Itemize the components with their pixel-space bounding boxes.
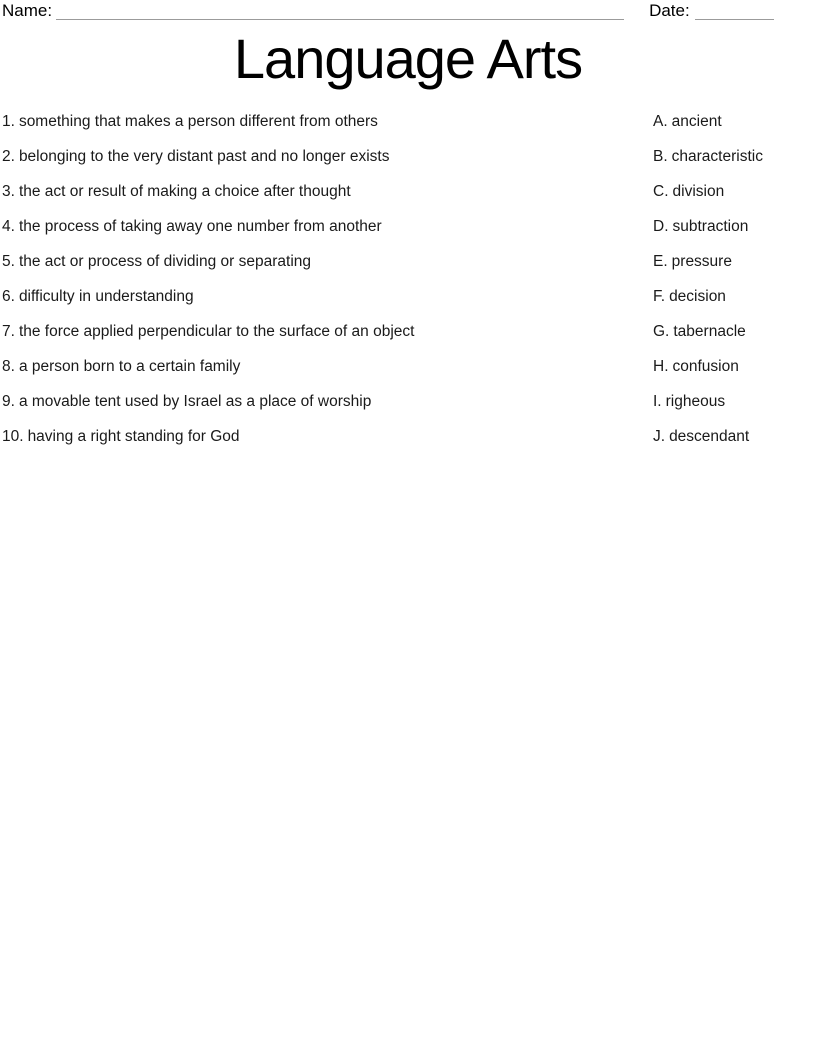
answer-text: division — [672, 183, 725, 200]
answer-text: subtraction — [672, 218, 749, 235]
question-text: the act or process of dividing or separating — [18, 253, 312, 270]
answer-item — [653, 323, 816, 341]
answer-text: pressure — [671, 253, 732, 270]
question-number: 6. — [2, 288, 15, 305]
answer-letter: D. — [653, 218, 669, 235]
answer-letter: B. — [653, 148, 668, 165]
question-number: 10. — [2, 428, 24, 445]
name-label: Name: — [2, 1, 53, 20]
question-item — [2, 218, 653, 236]
question-item — [2, 323, 653, 341]
question-number: 7. — [2, 323, 15, 340]
answer-text: characteristic — [671, 148, 763, 165]
question-text: difficulty in understanding — [18, 288, 194, 305]
question-number: 1. — [2, 113, 15, 130]
question-item — [2, 428, 653, 446]
answer-text: descendant — [669, 428, 750, 445]
answer-text: tabernacle — [673, 323, 746, 340]
question-text: the act or result of making a choice after thought — [18, 183, 351, 200]
question-number: 2. — [2, 148, 15, 165]
answer-letter: I. — [653, 393, 662, 410]
question-number: 8. — [2, 358, 15, 375]
questions-list — [2, 113, 653, 463]
answer-item — [653, 288, 816, 306]
answer-letter: F. — [653, 288, 666, 305]
question-number: 9. — [2, 393, 15, 410]
question-item — [2, 113, 653, 131]
answer-text: righeous — [665, 393, 726, 410]
answer-letter: A. — [653, 113, 668, 130]
answer-text: decision — [669, 288, 726, 305]
answer-item — [653, 428, 816, 446]
date-label: Date: — [649, 1, 690, 20]
answer-letter: G. — [653, 323, 670, 340]
question-text: the force applied perpendicular to the surface of an object — [18, 323, 415, 340]
question-text: belonging to the very distant past and no longer exists — [18, 148, 390, 165]
answers-list — [653, 113, 816, 463]
answer-item — [653, 183, 816, 201]
question-item — [2, 183, 653, 201]
answer-item — [653, 218, 816, 236]
question-item — [2, 358, 653, 376]
answer-letter: C. — [653, 183, 669, 200]
question-text: a person born to a certain family — [18, 358, 241, 375]
question-text: having a right standing for God — [27, 428, 240, 445]
matching-section — [0, 113, 816, 463]
question-text: a movable tent used by Israel as a place of worship — [18, 393, 372, 410]
question-number: 4. — [2, 218, 15, 235]
question-item — [2, 393, 653, 411]
worksheet-title: Language Arts — [233, 27, 583, 90]
answer-item — [653, 148, 816, 166]
question-item — [2, 148, 653, 166]
answer-item — [653, 113, 816, 131]
question-item — [2, 253, 653, 271]
answer-text: ancient — [671, 113, 722, 130]
answer-text: confusion — [672, 358, 739, 375]
date-blank-line — [695, 4, 774, 20]
question-text: something that makes a person different from others — [18, 113, 378, 130]
question-text: the process of taking away one number from another — [18, 218, 382, 235]
question-number: 3. — [2, 183, 15, 200]
name-blank-line — [56, 4, 624, 20]
answer-item — [653, 358, 816, 376]
answer-letter: H. — [653, 358, 669, 375]
answer-letter: J. — [653, 428, 666, 445]
answer-item — [653, 393, 816, 411]
header-row — [0, 0, 816, 20]
question-number: 5. — [2, 253, 15, 270]
answer-letter: E. — [653, 253, 668, 270]
answer-item — [653, 253, 816, 271]
question-item — [2, 288, 653, 306]
